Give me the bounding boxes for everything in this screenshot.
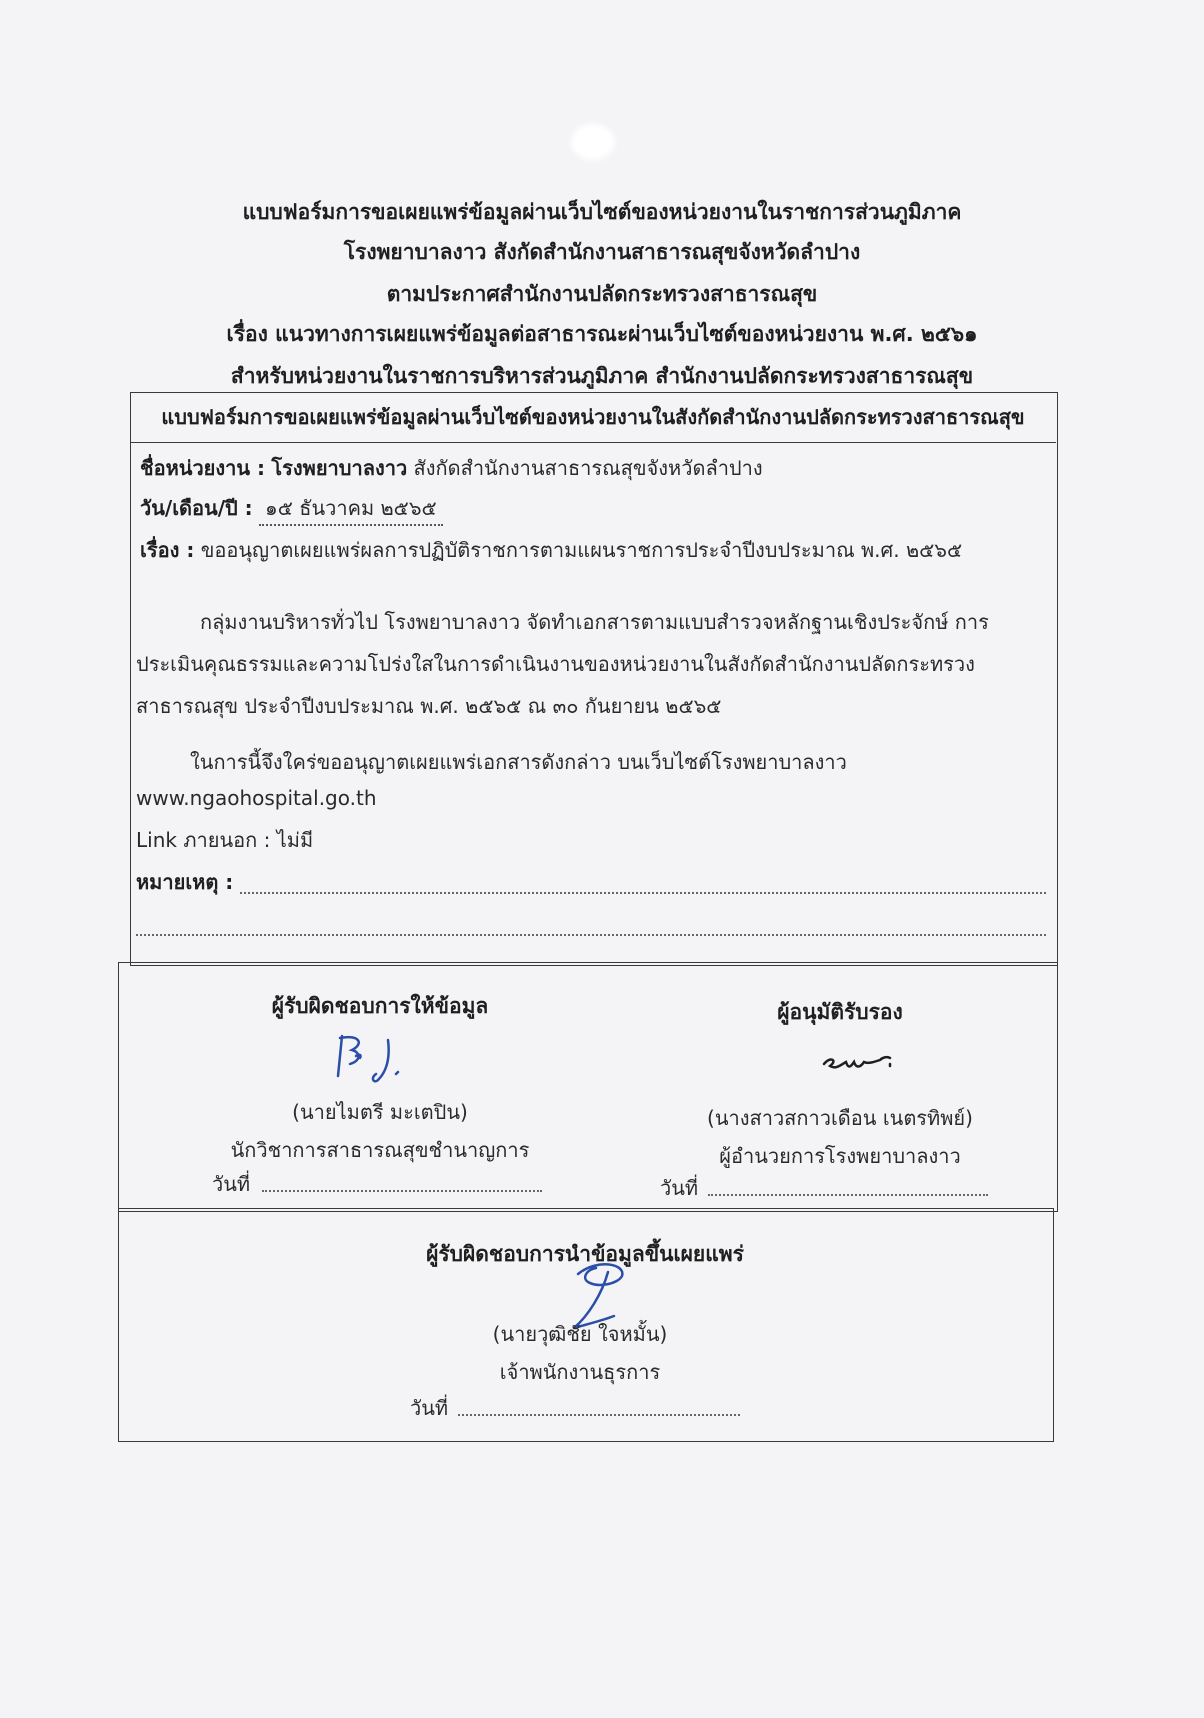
subject-label: เรื่อง : [140,538,195,562]
publisher-date-line [458,1414,740,1416]
paragraph-1-line-2: ประเมินคุณธรรมและความโปร่งใสในการดำเนินงานของหน่วยงานในสังกัดสำนักงานปลัดกระทรวง [136,652,975,676]
header-line-2: โรงพยาบาลงาว สังกัดสำนักงานสาธารณสุขจังหวัดลำปาง [343,240,861,264]
remark-label: หมายเหตุ : [136,870,234,894]
external-link-value: ไม่มี [276,828,314,852]
date-value: ๑๕ ธันวาคม ๒๕๖๕ [259,492,443,526]
approver-heading: ผู้อนุมัติรับรอง [777,1000,903,1024]
date-label: วัน/เดือน/ปี : [140,496,253,520]
header-line-1: แบบฟอร์มการขอเผยแพร่ข้อมูลผ่านเว็บไซต์ของหน่วยงานในราชการส่วนภูมิภาค [242,200,962,224]
agency-affiliation: สังกัดสำนักงานสาธารณสุขจังหวัดลำปาง [413,456,763,480]
provider-date-label: วันที่ [212,1172,251,1196]
remark-row [136,866,233,898]
publisher-name: (นายวุฒิชัย ใจหมั้น) [492,1322,668,1346]
agency-label: ชื่อหน่วยงาน : [140,456,266,480]
remark-line-1 [240,892,1046,894]
paragraph-1-line-3: สาธารณสุข ประจำปีงบประมาณ พ.ศ. ๒๕๖๕ ณ ๓๐ กันยายน ๒๕๖๕ [136,694,722,718]
approver-date-line [708,1194,988,1196]
publisher-position: เจ้าพนักงานธุรการ [499,1360,661,1384]
scan-mark [575,128,611,156]
remark-line-2 [136,934,1046,936]
publisher-heading: ผู้รับผิดชอบการนำข้อมูลขึ้นเผยแพร่ [426,1242,744,1266]
form-title: แบบฟอร์มการขอเผยแพร่ข้อมูลผ่านเว็บไซต์ของหน่วยงานในสังกัดสำนักงานปลัดกระทรวงสาธารณสุข [130,392,1056,443]
website-link[interactable]: www.ngaohospital.go.th [136,786,377,810]
provider-heading: ผู้รับผิดชอบการให้ข้อมูล [271,994,489,1018]
subject-value: ขออนุญาตเผยแพร่ผลการปฏิบัติราชการตามแผนราชการประจำปีงบประมาณ พ.ศ. ๒๕๖๕ [200,538,963,562]
provider-date-line [262,1190,542,1192]
header-line-4: เรื่อง แนวทางการเผยแพร่ข้อมูลต่อสาธารณะผ่านเว็บไซต์ของหน่วยงาน พ.ศ. ๒๕๖๑ [226,322,978,346]
approver-date-label: วันที่ [660,1176,699,1200]
subject-row [140,534,962,566]
publisher-date-row [410,1392,448,1424]
provider-date-row [212,1168,250,1200]
agency-name: โรงพยาบาลงาว [271,456,408,480]
external-link-row [136,824,313,856]
approver-position: ผู้อำนวยการโรงพยาบาลงาว [719,1144,961,1168]
publisher-date-label: วันที่ [410,1396,449,1420]
external-link-label: Link ภายนอก : [136,828,271,852]
approver-date-row [660,1172,698,1204]
agency-row [140,452,763,484]
date-row [140,492,443,526]
paragraph-1-line-1: กลุ่มงานบริหารทั่วไป โรงพยาบาลงาว จัดทำเอกสารตามแบบสำรวจหลักฐานเชิงประจักษ์ การ [200,610,989,634]
header-line-3: ตามประกาศสำนักงานปลัดกระทรวงสาธารณสุข [386,282,818,306]
approver-signature-icon [820,1050,900,1080]
provider-position: นักวิชาการสาธารณสุขชำนาญการ [230,1138,530,1162]
provider-name: (นายไมตรี มะเตปิน) [292,1100,468,1124]
header-line-5: สำหรับหน่วยงานในราชการบริหารส่วนภูมิภาค สำนักงานปลัดกระทรวงสาธารณสุข [230,364,974,388]
approver-name: (นางสาวสกาวเดือน เนตรทิพย์) [707,1106,973,1130]
paragraph-2-line-1: ในการนี้จึงใคร่ขออนุญาตเผยแพร่เอกสารดังกล่าว บนเว็บไซต์โรงพยาบาลงาว [190,750,847,774]
provider-signature-icon [330,1026,440,1086]
